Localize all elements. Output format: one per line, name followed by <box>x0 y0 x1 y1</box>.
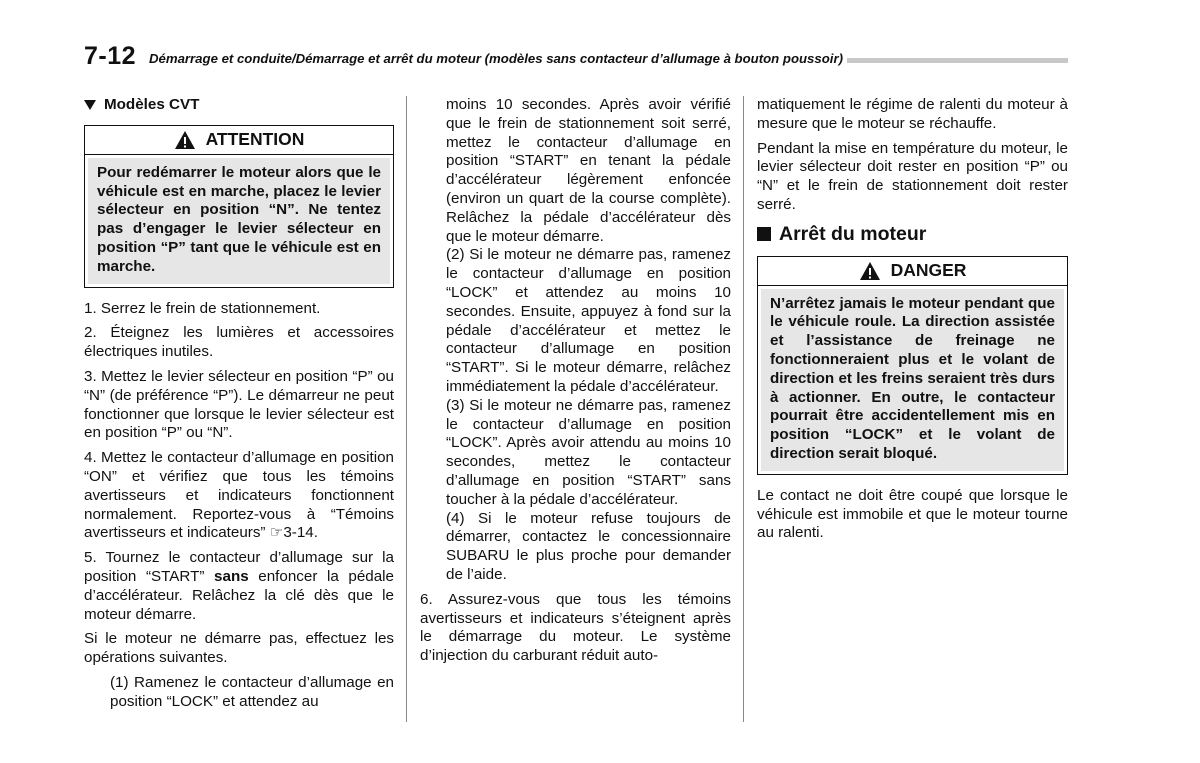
attention-label: ATTENTION <box>205 129 305 150</box>
warning-icon <box>174 130 196 150</box>
danger-box <box>757 256 1068 475</box>
continuation-text: matiquement le régime de ralenti du moteur à mesure que le moteur se réchauffe. <box>757 96 1068 132</box>
substep-1-cont: moins 10 secondes. Après avoir vérifié que le frein de stationnement soit serré, mettez le contacteur d’allumage en position “START” en tenant la pédale d’accélérateur légèrement enfoncée (environ un quart de la course complète). Relâchez la pédale d’accélérateur dès que le moteur démarre. <box>446 96 731 245</box>
attention-header <box>85 126 393 155</box>
page-header <box>84 42 1068 72</box>
column-2 <box>420 96 731 672</box>
final-text: Le contact ne doit être coupé que lorsque le véhicule est immobile et que le moteur tourne au ralenti. <box>757 486 1068 542</box>
column-divider-2 <box>743 96 744 722</box>
header-title <box>149 51 847 66</box>
substep-4: (4) Si le moteur refuse toujours de démarrer, contactez le concessionnaire SUBARU le plus proche pour demander de l’aide. <box>446 509 731 583</box>
substep-1-start: (1) Ramenez le contacteur d’allumage en position “LOCK” et attendez au <box>110 673 394 710</box>
step-5-bold: sans <box>214 567 249 585</box>
header-title-text: Démarrage et conduite/Démarrage et arrêt du moteur (modèles sans contacteur d’allumage à bouton poussoir) <box>149 51 847 66</box>
column-3 <box>757 96 1068 549</box>
section-heading <box>757 222 1068 245</box>
attention-box <box>84 125 394 288</box>
step-5-b: enfoncer la pédale d’accélérateur. Relâchez la clé dès que le moteur démarre. <box>84 567 394 623</box>
step-1: 1. Serrez le frein de stationnement. <box>84 299 321 317</box>
step-4: 4. Mettez le contacteur d’allumage en position “ON” et vérifiez que tous les témoins avertisseurs et indicateurs fonctionnent normalement. Reportez-vous à “Témoins avertisseurs et indicateurs” ☞3-14. <box>84 449 394 542</box>
page-number: 7-12 <box>84 42 137 70</box>
section-title: Arrêt du moteur <box>779 222 927 245</box>
step-5-a: 5. Tournez le contacteur d’allumage sur la position “START” <box>84 549 394 585</box>
step-5 <box>84 549 394 624</box>
danger-header <box>758 257 1067 286</box>
step-3: 3. Mettez le levier sélecteur en position “P” ou “N” (de préférence “P”). Le démarreur ne peut fonctionner que lorsque le levier sélecteur est en position “P” ou “N”. <box>84 367 394 442</box>
column-divider-1 <box>406 96 407 722</box>
column-1 <box>84 96 394 718</box>
subsection-heading <box>84 96 394 115</box>
warning-icon <box>859 261 881 281</box>
danger-text: N’arrêtez jamais le moteur pendant que le véhicule roule. La direction assistée et l’assistance de freinage ne fonctionneraient plus et le volant de direction et les freins seraient très durs à actionner. En outre, le contacteur pourrait être accidentellement mis en position “LOCK” et le volant de direction serait bloqué. <box>761 289 1064 471</box>
attention-text: Pour redémarrer le moteur alors que le véhicule est en marche, placez le levier sélecteur en position “N”. Ne tentez pas d’engager le levier sélecteur en position “P” tant que le véhicule est en marche. <box>88 158 390 284</box>
square-bullet-icon <box>757 227 771 241</box>
substep-2: (2) Si le moteur ne démarre pas, ramenez le contacteur d’allumage en position “LOCK” et attendez au moins 10 secondes. Ensuite, appuyez à fond sur la pédale d’accélérateur et mettez le contacteur d’allumage en position “START”. Si le moteur démarre, relâchez immédiatement la pédale d’accélérateur. <box>446 246 731 395</box>
danger-label: DANGER <box>890 260 967 281</box>
subsection-title: Modèles CVT <box>104 96 200 113</box>
substep-3: (3) Si le moteur ne démarre pas, ramenez le contacteur d’allumage en position “LOCK”. Après avoir attendu au moins 10 secondes, mettez le contacteur d’allumage en position “START” sans toucher à la pédale d’accélérateur. <box>446 396 731 508</box>
step-6: 6. Assurez-vous que tous les témoins avertisseurs et indicateurs s’éteignent après le démarrage du moteur. Le système d’injection du carburant réduit auto- <box>420 590 731 665</box>
if-not-starting: Si le moteur ne démarre pas, effectuez les opérations suivantes. <box>84 630 394 667</box>
warmup-text: Pendant la mise en température du moteur, le levier sélecteur doit rester en position “P” ou “N” et le frein de stationnement doit rester serré. <box>757 139 1068 213</box>
triangle-down-icon <box>84 100 96 110</box>
step-2: 2. Éteignez les lumières et accessoires électriques inutiles. <box>84 324 394 361</box>
